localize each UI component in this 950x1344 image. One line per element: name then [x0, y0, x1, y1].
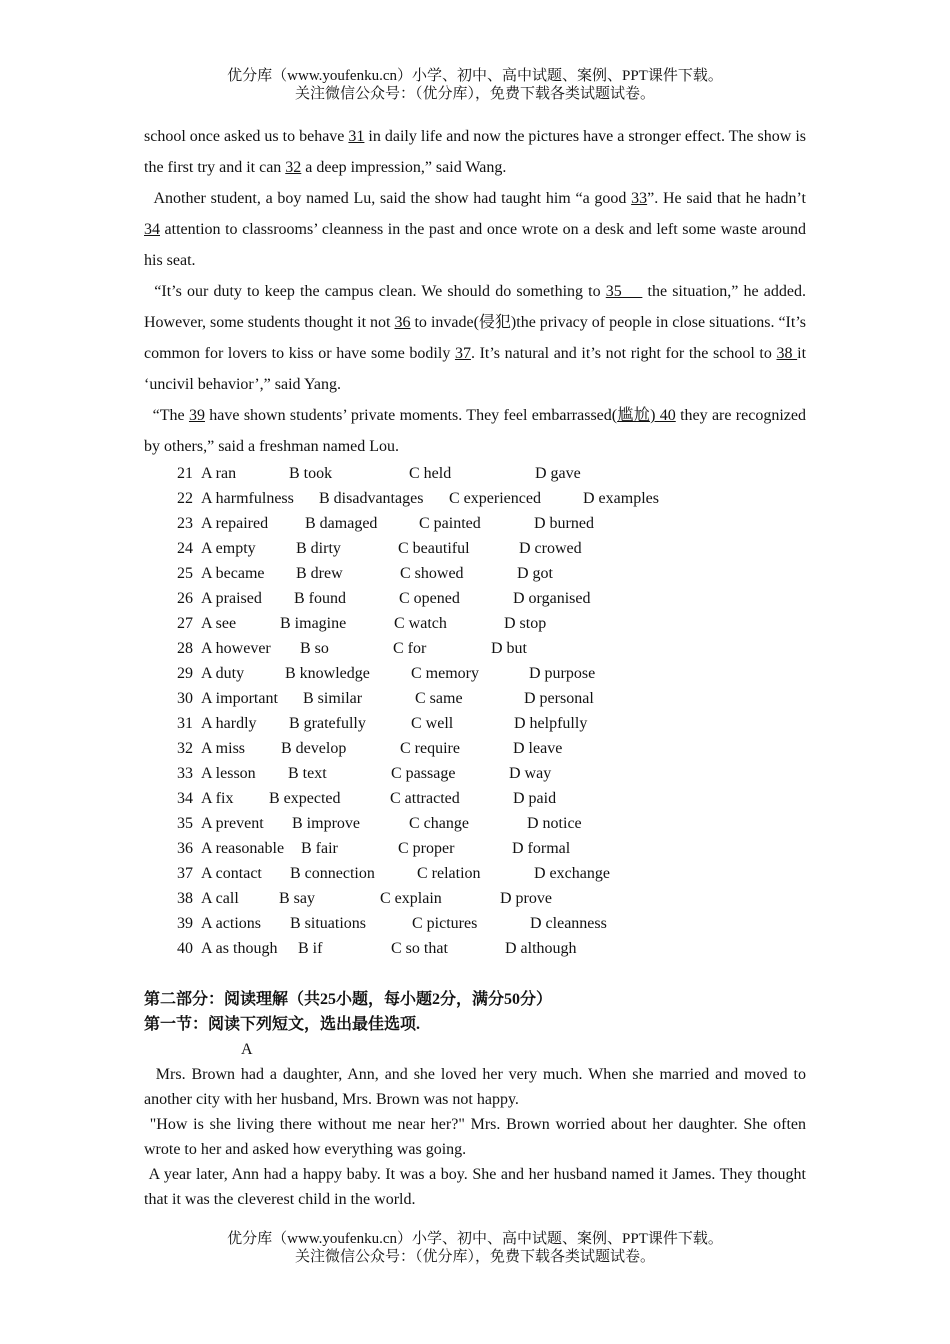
blank-33: 33	[631, 190, 648, 207]
option-c: C same	[415, 690, 463, 707]
option-c: C watch	[394, 615, 447, 632]
option-row	[177, 511, 659, 536]
text: school once asked us to behave	[144, 128, 349, 145]
option-c: C passage	[391, 765, 456, 782]
option-row	[177, 536, 659, 561]
cloze-paragraph-2	[144, 183, 806, 276]
option-b: B gratefully	[289, 715, 366, 732]
option-d: D gave	[535, 465, 581, 482]
text: “It’s our duty to keep the campus clean. We should do something to	[144, 283, 606, 300]
option-d: D crowed	[519, 540, 582, 557]
option-b: B fair	[301, 840, 338, 857]
option-d: D prove	[500, 890, 552, 907]
option-d: D organised	[513, 590, 591, 607]
text: the situation,” he added. However, some students thought it not	[144, 283, 807, 331]
option-b: B took	[289, 465, 333, 482]
option-c: C so that	[391, 940, 448, 957]
option-d: D personal	[524, 690, 594, 707]
option-b: B damaged	[305, 515, 378, 532]
option-row	[177, 786, 659, 811]
option-d: D stop	[504, 615, 547, 632]
option-c: C experienced	[449, 490, 541, 507]
passage-paragraph: A year later, Ann had a happy baby. It was a boy. She and her husband named it James. They thought that it was the cleverest child in the world.	[144, 1166, 806, 1208]
header-line-1: 优分库（www.youfenku.cn）小学、初中、高中试题、案例、PPT课件下载。	[227, 68, 723, 84]
option-row	[177, 486, 659, 511]
blank-34: 34	[144, 221, 160, 238]
passage-label: A	[241, 1041, 253, 1058]
option-a: A ran	[201, 465, 237, 482]
option-c: C change	[409, 815, 469, 832]
option-row	[177, 661, 659, 686]
option-d: D burned	[534, 515, 594, 532]
option-a: A contact	[201, 865, 262, 882]
option-d: D way	[509, 765, 552, 782]
question-number: 40	[177, 940, 193, 957]
text: to invade(侵犯)the privacy of people in close situations. “It’s common for lovers to kiss or have some bodily	[144, 314, 806, 362]
option-a: A hardly	[201, 715, 257, 732]
option-a: A prevent	[201, 815, 264, 832]
option-row	[177, 761, 659, 786]
question-number: 24	[177, 540, 193, 557]
option-c: C opened	[399, 590, 460, 607]
option-b: B imagine	[280, 615, 347, 632]
option-b: B text	[288, 765, 327, 782]
option-a: A praised	[201, 590, 262, 607]
cloze-paragraph-4	[144, 400, 806, 462]
question-number: 31	[177, 715, 193, 732]
option-c: C showed	[400, 565, 464, 582]
option-row	[177, 836, 659, 861]
option-a: A actions	[201, 915, 261, 932]
option-row	[177, 861, 659, 886]
header-line-2: 关注微信公众号：（优分库），免费下载各类试题试卷。	[294, 86, 655, 102]
option-b: B develop	[281, 740, 347, 757]
option-b: B knowledge	[285, 665, 370, 682]
text: ”. He said that he hadn’t	[647, 190, 806, 207]
option-row	[177, 611, 659, 636]
option-row	[177, 811, 659, 836]
option-d: D exchange	[534, 865, 610, 882]
section-title: 第二部分：阅读理解（共25小题，每小题2分，满分50分）	[144, 991, 553, 1008]
option-b: B so	[300, 640, 329, 657]
option-b: B similar	[303, 690, 363, 707]
option-b: B connection	[290, 865, 375, 882]
cloze-paragraph-1	[144, 121, 806, 183]
text: have shown students’ private moments. They feel embarrassed(	[204, 407, 618, 424]
option-a: A harmfulness	[201, 490, 294, 507]
option-a: A duty	[201, 665, 245, 682]
option-c: C require	[400, 740, 460, 757]
blank-40: 尴尬) 40	[617, 407, 676, 424]
question-number: 21	[177, 465, 193, 482]
text: a deep impression,” said Wang.	[301, 159, 507, 176]
text: in daily life and now the pictures have a stronger effect. The show is the first try and it can	[144, 128, 806, 176]
blank-39: 39	[188, 407, 205, 424]
option-b: B if	[298, 940, 323, 957]
question-number: 39	[177, 915, 193, 932]
blank-35: 35	[605, 283, 643, 300]
option-b: B disadvantages	[319, 490, 424, 507]
option-b: B found	[294, 590, 346, 607]
option-d: D got	[517, 565, 553, 582]
option-a: A lesson	[201, 765, 256, 782]
text: “The	[144, 407, 189, 424]
option-row	[177, 636, 659, 661]
question-number: 27	[177, 615, 193, 632]
option-row	[177, 561, 659, 586]
question-number: 22	[177, 490, 193, 507]
option-a: A see	[201, 615, 237, 632]
option-b: B situations	[290, 915, 367, 932]
option-c: C pictures	[412, 915, 478, 932]
question-number: 36	[177, 840, 193, 857]
option-a: A important	[201, 690, 278, 707]
option-d: D leave	[513, 740, 563, 757]
text: Another student, a boy named Lu, said the show had taught him “a good	[144, 190, 632, 207]
text: attention to classrooms’ cleanness in the past and once wrote on a desk and left some waste around his seat.	[144, 221, 806, 269]
blank-38: 38	[776, 345, 798, 362]
option-a: A however	[201, 640, 271, 657]
option-a: A repaired	[201, 515, 269, 532]
question-number: 33	[177, 765, 193, 782]
option-d: D examples	[583, 490, 659, 507]
option-c: C beautiful	[398, 540, 470, 557]
question-number: 25	[177, 565, 193, 582]
option-b: B drew	[296, 565, 343, 582]
question-number: 23	[177, 515, 193, 532]
option-d: D but	[491, 640, 527, 657]
question-number: 26	[177, 590, 193, 607]
text: it ‘uncivil behavior’,” said Yang.	[144, 345, 807, 393]
cloze-paragraph-3	[144, 276, 806, 400]
blank-31: 31	[348, 128, 365, 145]
blank-37: 37	[454, 345, 471, 362]
option-row	[177, 686, 659, 711]
option-d: D formal	[512, 840, 571, 857]
option-d: D paid	[513, 790, 557, 807]
option-c: C memory	[411, 665, 479, 682]
page-header	[0, 67, 950, 103]
option-c: C attracted	[390, 790, 460, 807]
question-number: 28	[177, 640, 193, 657]
passage-paragraph: Mrs. Brown had a daughter, Ann, and she loved her very much. When she married and moved to another city with her husband, Mrs. Brown was not happy.	[144, 1066, 806, 1108]
option-c: C proper	[398, 840, 455, 857]
option-a: A call	[201, 890, 239, 907]
option-a: A as though	[201, 940, 278, 957]
option-d: D helpfully	[514, 715, 588, 732]
option-d: D notice	[527, 815, 582, 832]
option-c: C well	[411, 715, 454, 732]
question-number: 30	[177, 690, 193, 707]
text: . It’s natural and it’s not right for the school to	[470, 345, 777, 362]
page-footer	[0, 1230, 950, 1266]
reading-section	[144, 987, 806, 1212]
option-row	[177, 711, 659, 736]
blank-36: 36	[394, 314, 411, 331]
question-number: 37	[177, 865, 193, 882]
text: they are recognized by others,” said a freshman named Lou.	[144, 407, 806, 455]
section-subtitle: 第一节：阅读下列短文，选出最佳选项.	[144, 1016, 421, 1033]
option-b: B say	[279, 890, 315, 907]
option-c: C painted	[419, 515, 481, 532]
footer-line-1: 优分库（www.youfenku.cn）小学、初中、高中试题、案例、PPT课件下载。	[227, 1231, 723, 1247]
option-b: B dirty	[296, 540, 341, 557]
option-a: A fix	[201, 790, 234, 807]
question-number: 38	[177, 890, 193, 907]
option-row	[177, 586, 659, 611]
option-a: A reasonable	[201, 840, 285, 857]
option-a: A became	[201, 565, 265, 582]
option-c: C relation	[417, 865, 481, 882]
option-row	[177, 936, 659, 961]
option-row	[177, 911, 659, 936]
option-a: A empty	[201, 540, 256, 557]
option-b: B improve	[292, 815, 360, 832]
option-d: D purpose	[529, 665, 596, 682]
option-d: D although	[505, 940, 577, 957]
cloze-passage	[144, 121, 806, 462]
question-number: 29	[177, 665, 193, 682]
option-c: C for	[393, 640, 427, 657]
option-c: C explain	[380, 890, 442, 907]
option-row	[177, 461, 659, 486]
question-number: 32	[177, 740, 193, 757]
passage-paragraph: "How is she living there without me near her?" Mrs. Brown worried about her daughter. She often wrote to her and asked how everything was going.	[144, 1116, 806, 1158]
option-row	[177, 736, 659, 761]
option-b: B expected	[269, 790, 341, 807]
footer-line-2: 关注微信公众号：（优分库），免费下载各类试题试卷。	[294, 1249, 655, 1265]
option-d: D cleanness	[530, 915, 607, 932]
option-row	[177, 886, 659, 911]
blank-32: 32	[285, 159, 302, 176]
question-number: 35	[177, 815, 193, 832]
option-a: A miss	[201, 740, 246, 757]
options-list	[177, 461, 659, 961]
question-number: 34	[177, 790, 193, 807]
option-c: C held	[409, 465, 452, 482]
